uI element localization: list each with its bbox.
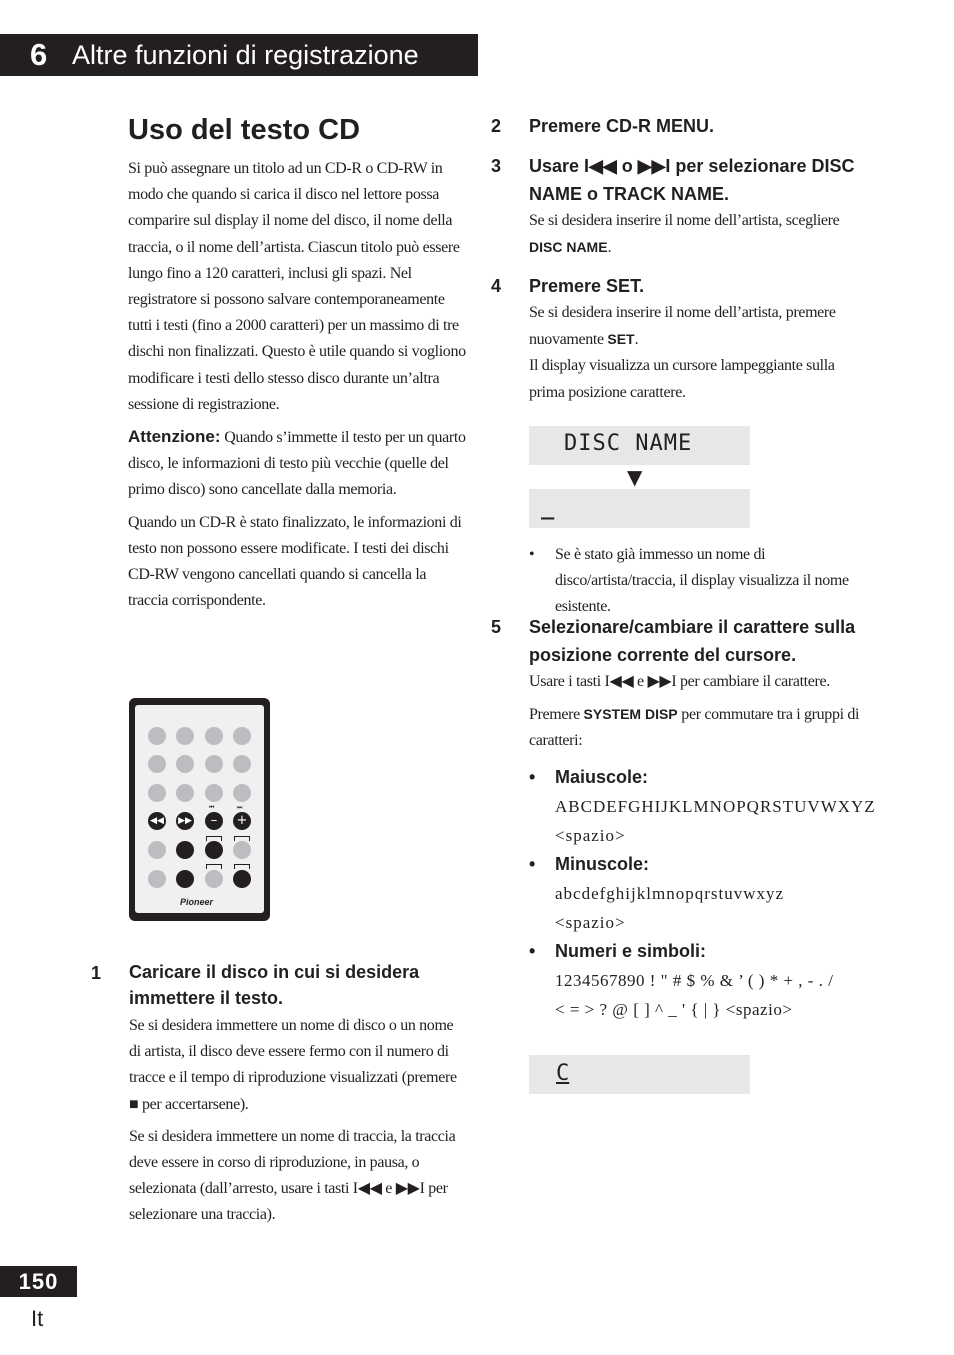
bullet-item xyxy=(529,542,869,621)
group-label: Maiuscole: xyxy=(555,766,649,787)
remote-face xyxy=(135,705,264,913)
step-5 xyxy=(491,613,876,1024)
step-text-part: . xyxy=(634,331,639,349)
step-text xyxy=(529,701,869,754)
key-name: SET xyxy=(607,331,635,348)
remote-button xyxy=(176,755,194,773)
step-text: Il display visualizza un cursore lampeggiante sulla prima posizione carattere. xyxy=(529,357,835,401)
pioneer-logo: Pioneer xyxy=(180,897,214,907)
finalized-note: Quando un CD-R è stato finalizzato, le informazioni di testo non possono essere modificate. I testi dei dischi CD-RW vengono cancellati quando si cancella la traccia corrispondente. xyxy=(128,513,462,610)
lcd-text: DISC NAME xyxy=(564,431,693,456)
group-chars: abcdefghijklmnopqrstuvwxyz xyxy=(555,883,785,903)
rewind-button-icon: ◀◀ xyxy=(148,812,166,830)
step-4 xyxy=(491,272,869,412)
step-heading: Usare I◀◀ o ▶▶I per selezionare DISC NAME o TRACK NAME. xyxy=(529,156,855,204)
step-number: 2 xyxy=(491,116,502,136)
group-chars: <spazio> xyxy=(555,912,626,932)
bullet-dot: • xyxy=(529,546,535,563)
remote-button xyxy=(205,841,223,859)
step-text-part: Premere xyxy=(529,706,584,724)
remote-button xyxy=(148,784,166,802)
down-arrow-icon: ▼ xyxy=(627,465,643,489)
intro-paragraph: Si può assegnare un titolo ad un CD-R o CD-RW in modo che quando si carica il disco nel lettore possa comparire sul display il nome del disco, il nome della traccia, o il nome dell’artista. Ciascun titolo può essere lungo fino a 120 caratteri, inclusi gli spazi. Nel registratore si possono salvare contemporaneamente tutti i testi (fino a 2000 caratteri) per un massimo di tre dischi non finalizzati. Questo è utile quando si vogliono modificare i testi dello stesso disco durante un’altra sessione di registrazione. xyxy=(128,160,466,413)
step-text xyxy=(529,300,869,353)
group-label: Minuscole: xyxy=(555,853,650,874)
step-text-part: Se si desidera inserire il nome dell’artista, scegliere xyxy=(529,212,840,229)
lcd-char: C xyxy=(556,1061,570,1086)
remote-button xyxy=(176,784,194,802)
lcd-display-disc-name xyxy=(529,426,750,465)
bullet-dot: • xyxy=(529,940,536,961)
remote-button xyxy=(233,755,251,773)
step-text-part: Se si desidera inserire il nome dell’artista, premere nuovamente xyxy=(529,304,836,349)
remote-button xyxy=(176,870,194,888)
lcd-display-cursor xyxy=(529,489,750,528)
remote-button xyxy=(148,727,166,745)
group-chars: ABCDEFGHIJKLMNOPQRSTUVWXYZ xyxy=(555,796,876,816)
lcd-cursor: _ xyxy=(541,495,555,520)
key-name: DISC NAME xyxy=(529,239,608,256)
step-3 xyxy=(491,152,869,267)
step-text-part: per commutare tra i gruppi di caratteri: xyxy=(529,706,860,750)
remote-button xyxy=(176,841,194,859)
remote-button xyxy=(148,870,166,888)
chapter-header xyxy=(0,34,478,76)
key-name: SYSTEM DISP xyxy=(583,706,678,723)
step-text: Se si desidera immettere un nome di traccia, la traccia deve essere in corso di riproduzione, in pausa, o selezionata (dall’arresto, usare i tasti I◀◀ e ▶▶I per selezionare una traccia). xyxy=(129,1127,456,1224)
remote-button xyxy=(205,727,223,745)
section-title: Uso del testo CD xyxy=(128,114,361,146)
char-group-uppercase xyxy=(529,763,876,850)
remote-button xyxy=(205,784,223,802)
step-number: 1 xyxy=(91,963,102,983)
step-heading: Selezionare/cambiare il carattere sulla posizione corrente del cursore. xyxy=(529,617,856,665)
group-chars: <spazio> xyxy=(555,825,626,845)
step-number: 4 xyxy=(491,276,502,296)
minus-button-icon: – xyxy=(205,812,223,830)
remote-button xyxy=(205,870,223,888)
bullet-dot: • xyxy=(529,766,536,787)
remote-button xyxy=(233,870,251,888)
remote-button xyxy=(233,784,251,802)
step-heading: Premere SET. xyxy=(529,276,645,296)
bullet-dot: • xyxy=(529,853,536,874)
chapter-title: Altre funzioni di registrazione xyxy=(72,40,419,70)
remote-button xyxy=(148,841,166,859)
step-text-part: . xyxy=(607,239,612,257)
warning-paragraph xyxy=(128,424,468,504)
group-label: Numeri e simboli: xyxy=(555,940,707,961)
remote-control-illustration xyxy=(129,698,270,921)
step-number: 3 xyxy=(491,156,502,176)
prev-label-icon: ⏮ xyxy=(209,804,215,811)
step-text xyxy=(529,208,869,261)
step-number: 5 xyxy=(491,617,502,637)
char-group-symbols xyxy=(529,937,869,1024)
bracket-mark xyxy=(234,864,250,869)
plus-button-icon: + xyxy=(233,812,251,830)
step-2 xyxy=(491,112,869,140)
page-number: 150 xyxy=(0,1266,77,1297)
remote-button xyxy=(205,755,223,773)
step-heading: Premere CD-R MENU. xyxy=(529,116,715,136)
group-chars: 1234567890 ! " # $ % & ’ ( ) * + , - . / xyxy=(555,970,834,990)
left-column xyxy=(128,112,468,620)
lcd-display-character xyxy=(529,1055,750,1094)
step-heading: Caricare il disco in cui si desidera immettere il testo. xyxy=(129,962,420,1008)
fast-forward-button-icon: ▶▶ xyxy=(176,812,194,830)
step-text: Usare i tasti I◀◀ e ▶▶I per cambiare il carattere. xyxy=(529,673,830,690)
bullet-text: Se è stato già immesso un nome di disco/artista/traccia, il display visualizza il nome esistente. xyxy=(555,546,849,616)
step-1 xyxy=(91,959,464,1235)
remote-button xyxy=(148,755,166,773)
warning-label: Attenzione: xyxy=(128,427,221,447)
bracket-mark xyxy=(206,864,222,869)
next-label-icon: ⏭ xyxy=(237,804,243,811)
language-code: It xyxy=(31,1306,44,1331)
char-group-lowercase xyxy=(529,850,869,937)
remote-button xyxy=(233,841,251,859)
note-bullet xyxy=(529,542,869,621)
remote-button xyxy=(233,727,251,745)
remote-button xyxy=(176,727,194,745)
step-text: Se si desidera immettere un nome di disco o un nome di artista, il disco deve essere fermo con il numero di tracce e il tempo di riproduzione visualizzati (premere ■ per accertarsene). xyxy=(129,1017,457,1113)
group-chars: < = > ? @ [ ] ^ _ ' { | } <spazio> xyxy=(555,999,793,1019)
warning-text: Quando s’immette il testo per un quarto disco, le informazioni di testo più vecchie (quelle del primo disco) sono cancellate dalla memoria. xyxy=(128,429,466,499)
chapter-number: 6 xyxy=(30,37,48,72)
